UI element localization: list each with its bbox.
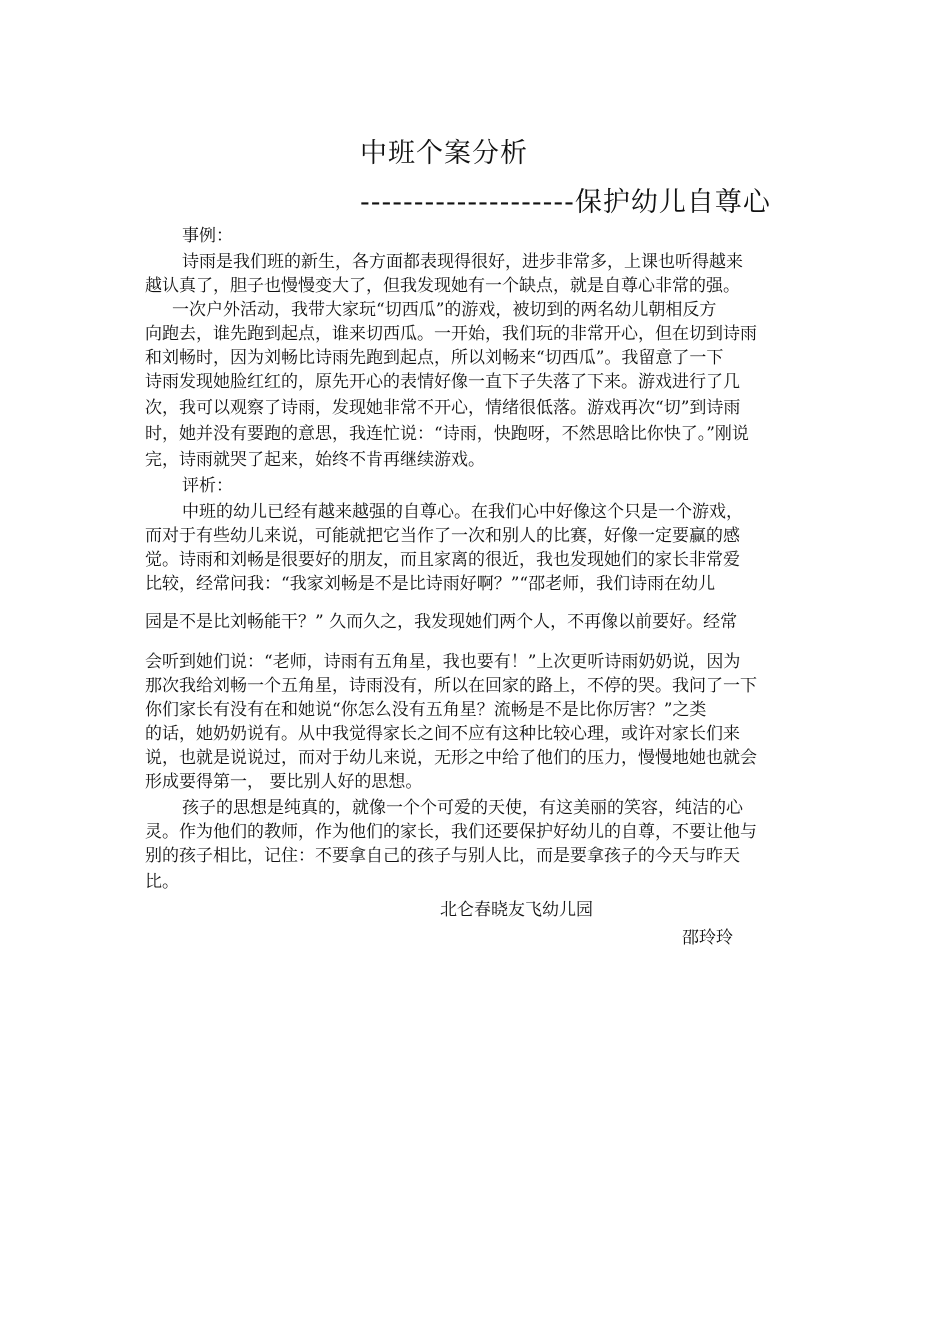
case-line: 诗雨是我们班的新生，各方面都表现得很好，进步非常多，上课也听得越来: [182, 252, 743, 272]
analysis-line: 那次我给刘畅一个五角星，诗雨没有，所以在回家的路上，不停的哭。我问了一下: [145, 676, 757, 696]
author-name: 邵玲玲: [682, 928, 733, 948]
case-line: 一次户外活动，我带大家玩“切西瓜”的游戏，被切到的两名幼儿朝相反方: [172, 300, 717, 320]
case-line: 诗雨发现她脸红红的，原先开心的表情好像一直下子失落了下来。游戏进行了几: [145, 372, 740, 392]
analysis-label: 评析：: [182, 476, 233, 496]
analysis-line: 中班的幼儿已经有越来越强的自尊心。在我们心中好像这个只是一个游戏，: [182, 502, 743, 522]
case-line: 越认真了，胆子也慢慢变大了，但我发现她有一个缺点，就是自尊心非常的强。: [145, 276, 740, 296]
document-subtitle: --------------------保护幼儿自尊心: [360, 187, 771, 218]
case-line: 和刘畅时，因为刘畅比诗雨先跑到起点，所以刘畅来“切西瓜”。我留意了一下: [145, 348, 724, 368]
analysis-line: 而对于有些幼儿来说，可能就把它当作了一次和别人的比赛，好像一定要赢的感: [145, 526, 740, 546]
analysis-line: 你们家长有没有在和她说“你怎么没有五角星？流畅是不是比你厉害？”之类: [145, 700, 707, 720]
document-title: 中班个案分析: [360, 138, 528, 169]
case-line: 次，我可以观察了诗雨，发现她非常不开心，情绪很低落。游戏再次“切”到诗雨: [145, 398, 741, 418]
analysis-line: 孩子的思想是纯真的，就像一个个可爱的天使，有这美丽的笑容，纯洁的心: [182, 798, 743, 818]
analysis-line: 比较，经常问我：“我家刘畅是不是比诗雨好啊？”“邵老师，我们诗雨在幼儿: [145, 574, 716, 594]
analysis-line: 园是不是比刘畅能干？” 久而久之，我发现她们两个人，不再像以前要好。经常: [145, 612, 738, 632]
analysis-line: 说，也就是说说过，而对于幼儿来说，无形之中给了他们的压力，慢慢地她也就会: [145, 748, 757, 768]
analysis-line: 形成要得第一， 要比别人好的思想。: [145, 772, 423, 792]
school-name: 北仑春晓友飞幼儿园: [440, 900, 593, 920]
case-line: 向跑去，谁先跑到起点，谁来切西瓜。一开始，我们玩的非常开心，但在切到诗雨: [145, 324, 757, 344]
case-label: 事例：: [182, 226, 233, 246]
analysis-line: 比。: [145, 872, 179, 892]
analysis-line: 别的孩子相比，记住：不要拿自己的孩子与别人比，而是要拿孩子的今天与昨天: [145, 846, 740, 866]
analysis-line: 灵。作为他们的教师，作为他们的家长，我们还要保护好幼儿的自尊，不要让他与: [145, 822, 757, 842]
case-line: 时，她并没有要跑的意思，我连忙说：“诗雨，快跑呀，不然思晗比你快了。”刚说: [145, 424, 749, 444]
analysis-line: 的话，她奶奶说有。从中我觉得家长之间不应有这种比较心理，或许对家长们来: [145, 724, 740, 744]
analysis-line: 会听到她们说：“老师，诗雨有五角星，我也要有！”上次更听诗雨奶奶说，因为: [145, 652, 741, 672]
case-line: 完，诗雨就哭了起来，始终不肯再继续游戏。: [145, 450, 485, 470]
analysis-line: 觉。诗雨和刘畅是很要好的朋友，而且家离的很近，我也发现她们的家长非常爱: [145, 550, 740, 570]
